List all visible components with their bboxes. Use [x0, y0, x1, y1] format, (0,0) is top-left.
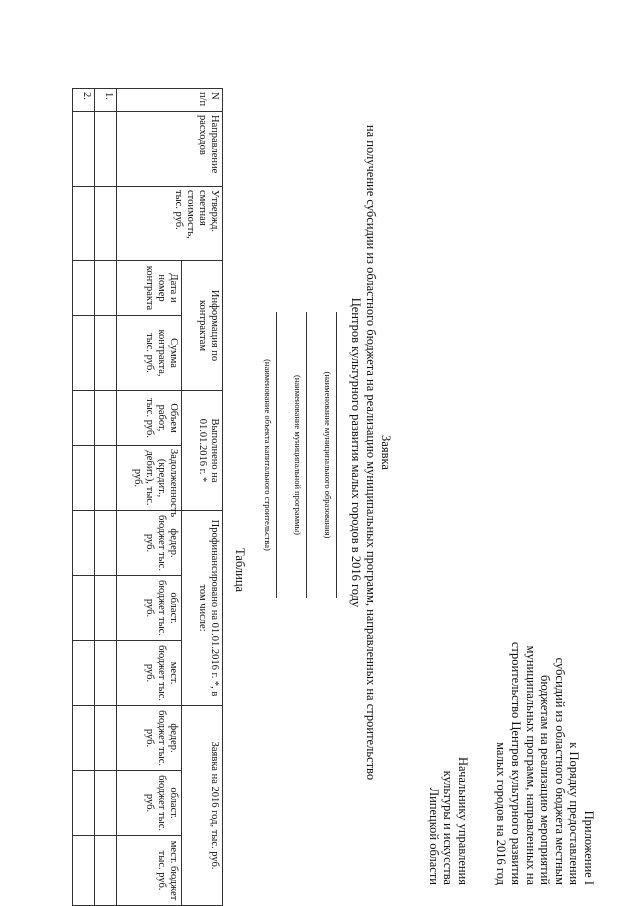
table-cell [95, 112, 117, 187]
header-contract-date: Дата и номер контракта [117, 261, 182, 316]
caption-municipality: (наименование муниципального образования) [323, 371, 333, 539]
table-cell [95, 771, 117, 836]
table-cell [73, 446, 95, 511]
caption-object: (наименование объекта капитального строительства) [263, 359, 273, 551]
table-cell [95, 511, 117, 576]
row-num: 1. [95, 89, 117, 112]
header-prefin-local: мест. бюджет тыс. руб. [117, 641, 182, 706]
table-cell [95, 836, 117, 906]
header-num: N п/п [117, 89, 223, 112]
header-debt: Задолженность (кредит., дебит.), тыс. руб. [117, 446, 182, 511]
caption-program: (наименование муниципальной программы) [293, 375, 303, 535]
table-cell [73, 112, 95, 187]
header-done-volume: Объем работ, тыс. руб. [117, 391, 182, 446]
table-cell [73, 316, 95, 391]
table-cell [73, 576, 95, 641]
table-cell [73, 187, 95, 261]
header-prefin-regional: област. бюджет тыс. руб. [117, 576, 182, 641]
table-cell [73, 641, 95, 706]
addressee-line: Липецкой области [426, 787, 441, 885]
table-cell [95, 316, 117, 391]
header-prefinanced: Профинансировано на 01.01.2016 г. *, в том числе: [182, 511, 223, 706]
addressee-line: Начальнику управления [456, 757, 470, 885]
table-cell [73, 836, 95, 906]
table-cell [73, 261, 95, 316]
table-row [73, 89, 95, 906]
appendix-line: бюджетам на реализацию мероприятий [538, 674, 553, 885]
addressee-line: культуры и искусства [441, 770, 456, 885]
table-cell [95, 641, 117, 706]
blank-line-object [276, 312, 277, 598]
appendix-line: строительство Центров культурного развития [509, 641, 523, 885]
header-request-regional: област. бюджет тыс. руб. [117, 771, 182, 836]
table-cell [95, 391, 117, 446]
header-prefin-federal: федер. бюджет тыс. руб. [117, 511, 182, 576]
header-contracts: Информация по контрактам [182, 261, 223, 391]
blank-line-program [306, 312, 307, 598]
table-cell [95, 576, 117, 641]
table-cell [95, 261, 117, 316]
blank-line-municipality [336, 312, 337, 598]
table-cell [95, 446, 117, 511]
header-direction: Направление расходов [117, 112, 223, 187]
appendix-line: субсидий из областного бюджета местным [552, 657, 567, 885]
appendix-line: к Порядку предоставления [567, 742, 582, 885]
appendix-line: Приложение I [582, 810, 596, 885]
header-contract-sum: Сумма контракта, тыс. руб. [117, 316, 182, 391]
header-approved-cost: Утвержд. сметная стоимость, тыс. руб. [117, 187, 223, 261]
appendix-line: муниципальных программ, направленных на [523, 645, 538, 885]
row-num: 2. [73, 89, 95, 112]
table-cell [95, 706, 117, 771]
request-table [72, 88, 223, 906]
appendix-line: малых городов на 2016 год [494, 742, 509, 885]
table-cell [73, 511, 95, 576]
header-request-federal: федер. бюджет тыс. руб. [117, 706, 182, 771]
table-title: Таблица [233, 548, 247, 593]
document-title-line: на получение субсидии из областного бюджета на реализацию муниципальных программ, направленных на строительство [364, 124, 378, 781]
header-request: Заявка на 2016 год, тыс. руб. [182, 706, 223, 906]
document-title-line: Центров культурного развития малых городов в 2016 году [349, 297, 363, 608]
header-request-local: мест. бюджет тыс. руб. [117, 836, 182, 906]
table-cell [95, 187, 117, 261]
document-heading: Заявка [379, 435, 393, 470]
header-done: Выполнено на 01.01.2016 г. * [182, 391, 223, 511]
table-row [95, 89, 117, 906]
table-header-row [182, 89, 223, 906]
table-cell [73, 706, 95, 771]
table-cell [73, 391, 95, 446]
table-cell [73, 771, 95, 836]
